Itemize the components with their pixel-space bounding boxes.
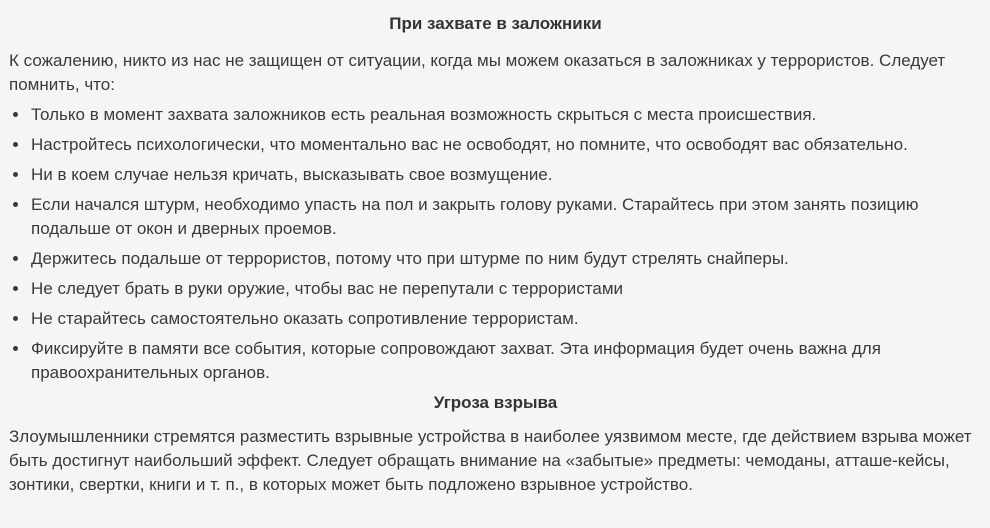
list-item: • Не старайтесь самостоятельно оказать сопротивление террористам. [30, 307, 982, 331]
hostage-section-intro: К сожалению, никто из нас не защищен от ситуации, когда мы можем оказаться в заложниках у террористов. Следует помнить, что: [9, 51, 946, 94]
list-item: • Только в момент захвата заложников есть реальная возможность скрыться с места происшествия. [30, 103, 982, 127]
list-item: • Если начался штурм, необходимо упасть на пол и закрыть голову руками. Старайтесь при этом занять позицию подальше от окон и дверных проемов. [30, 193, 982, 241]
list-item: • Фиксируйте в памяти все события, которые сопровождают захват. Эта информация будет очень важна для правоохранительных органов. [30, 337, 982, 385]
list-item: • Держитесь подальше от террористов, потому что при штурме по ним будут стрелять снайперы. [30, 247, 982, 271]
hostage-section-title: При захвате в заложники [389, 14, 602, 33]
list-item: • Ни в коем случае нельзя кричать, высказывать свое возмущение. [30, 163, 982, 187]
explosion-threat-section [9, 391, 982, 497]
hostage-section [9, 12, 982, 385]
hostage-advice-list [9, 103, 982, 385]
list-item: • Не следует брать в руки оружие, чтобы вас не перепутали с террористами [30, 277, 982, 301]
explosion-section-text: Злоумышленники стремятся разместить взрывные устройства в наиболее уязвимом месте, где действием взрыва может быть достигнут наибольший эффект. Следует обращать внимание на «забытые» предметы: чемоданы, атташе-кейсы, зонтики, свертки, книги и т. п., в которых может быть подложено взрывное устройство. [9, 427, 972, 494]
explosion-section-title: Угроза взрыва [433, 393, 558, 412]
list-item: • Настройтесь психологически, что моментально вас не освободят, но помните, что освободят вас обязательно. [30, 133, 982, 157]
